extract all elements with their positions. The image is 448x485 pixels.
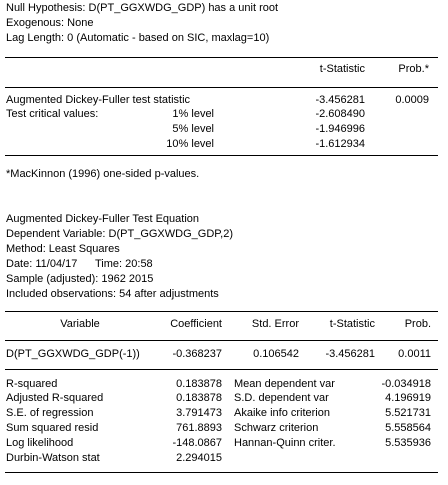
col-prob-header: Prob.* (398, 63, 429, 75)
stat-label: Akaike info criterion (234, 407, 330, 419)
stat-label: Durbin-Watson stat (6, 452, 100, 464)
col-coefficient-header: Coefficient (170, 318, 222, 330)
stat-label: Log likelihood (6, 437, 74, 449)
coef-top-rule (5, 311, 438, 312)
table-header-rule (5, 87, 438, 88)
adf-prob-value: 0.0009 (395, 94, 429, 106)
critical-level: 5% level (172, 123, 214, 135)
critical-value: -1.612934 (315, 138, 365, 150)
mackinnon-footnote: *MacKinnon (1996) one-sided p-values. (6, 168, 200, 180)
stat-value: 3.791473 (176, 407, 222, 419)
critical-value: -2.608490 (315, 108, 365, 120)
lag-length: Lag Length: 0 (Automatic - based on SIC, maxlag=10) (6, 32, 270, 44)
null-hypothesis: Null Hypothesis: D(PT_GGXWDG_GDP) has a unit root (6, 2, 279, 14)
stat-label: Adjusted R-squared (6, 392, 104, 404)
stats-top-rule (5, 369, 438, 370)
col-tstat-header: t-Statistic (319, 63, 365, 75)
stat-value: 5.535936 (385, 437, 431, 449)
stat-value: -148.0867 (172, 437, 222, 449)
exogenous: Exogenous: None (6, 17, 94, 29)
stat-label: Mean dependent var (234, 378, 335, 390)
stat-label: Schwarz criterion (234, 422, 319, 434)
time: Time: 20:58 (95, 258, 153, 270)
stat-label: S.D. dependent var (234, 392, 329, 404)
critical-values-label: Test critical values: (6, 108, 99, 120)
stat-value: 5.558564 (385, 422, 431, 434)
date: Date: 11/04/17 (6, 258, 78, 270)
table-top-rule (5, 57, 438, 58)
stat-label: S.E. of regression (6, 407, 94, 419)
critical-level: 10% level (166, 138, 214, 150)
col-variable-header: Variable (60, 318, 100, 330)
col-tstat-header: t-Statistic (329, 318, 375, 330)
prob-value: 0.0011 (398, 348, 431, 360)
stat-value: 761.8893 (176, 422, 222, 434)
observations: Included observations: 54 after adjustments (6, 288, 219, 300)
method: Method: Least Squares (6, 243, 120, 255)
adf-stat-value: -3.456281 (315, 94, 365, 106)
stats-bottom-rule (5, 472, 438, 473)
coef-variable: D(PT_GGXWDG_GDP(-1)) (6, 348, 140, 360)
stat-label: Hannan-Quinn criter. (234, 437, 336, 449)
stat-value: 2.294015 (176, 452, 222, 464)
sample: Sample (adjusted): 1962 2015 (6, 273, 154, 285)
stat-value: 0.183878 (176, 378, 222, 390)
coef-value: -0.368237 (172, 348, 222, 360)
stat-label: R-squared (6, 378, 58, 390)
stat-value: -0.034918 (381, 378, 431, 390)
critical-value: -1.946996 (315, 123, 365, 135)
adf-stat-label: Augmented Dickey-Fuller test statistic (6, 94, 191, 106)
dependent-variable: Dependent Variable: D(PT_GGXWDG_GDP,2) (6, 228, 234, 240)
critical-level: 1% level (172, 108, 214, 120)
stderror-value: 0.106542 (253, 348, 299, 360)
tstat-value: -3.456281 (325, 348, 375, 360)
col-prob-header: Prob. (404, 318, 431, 330)
stat-value: 4.196919 (385, 392, 431, 404)
stat-value: 5.521731 (385, 407, 431, 419)
table-bottom-rule (5, 155, 438, 156)
col-stderror-header: Std. Error (251, 318, 299, 330)
coef-header-rule (5, 340, 438, 341)
equation-title: Augmented Dickey-Fuller Test Equation (6, 213, 200, 225)
stat-value: 0.183878 (176, 392, 222, 404)
stat-label: Sum squared resid (6, 422, 99, 434)
